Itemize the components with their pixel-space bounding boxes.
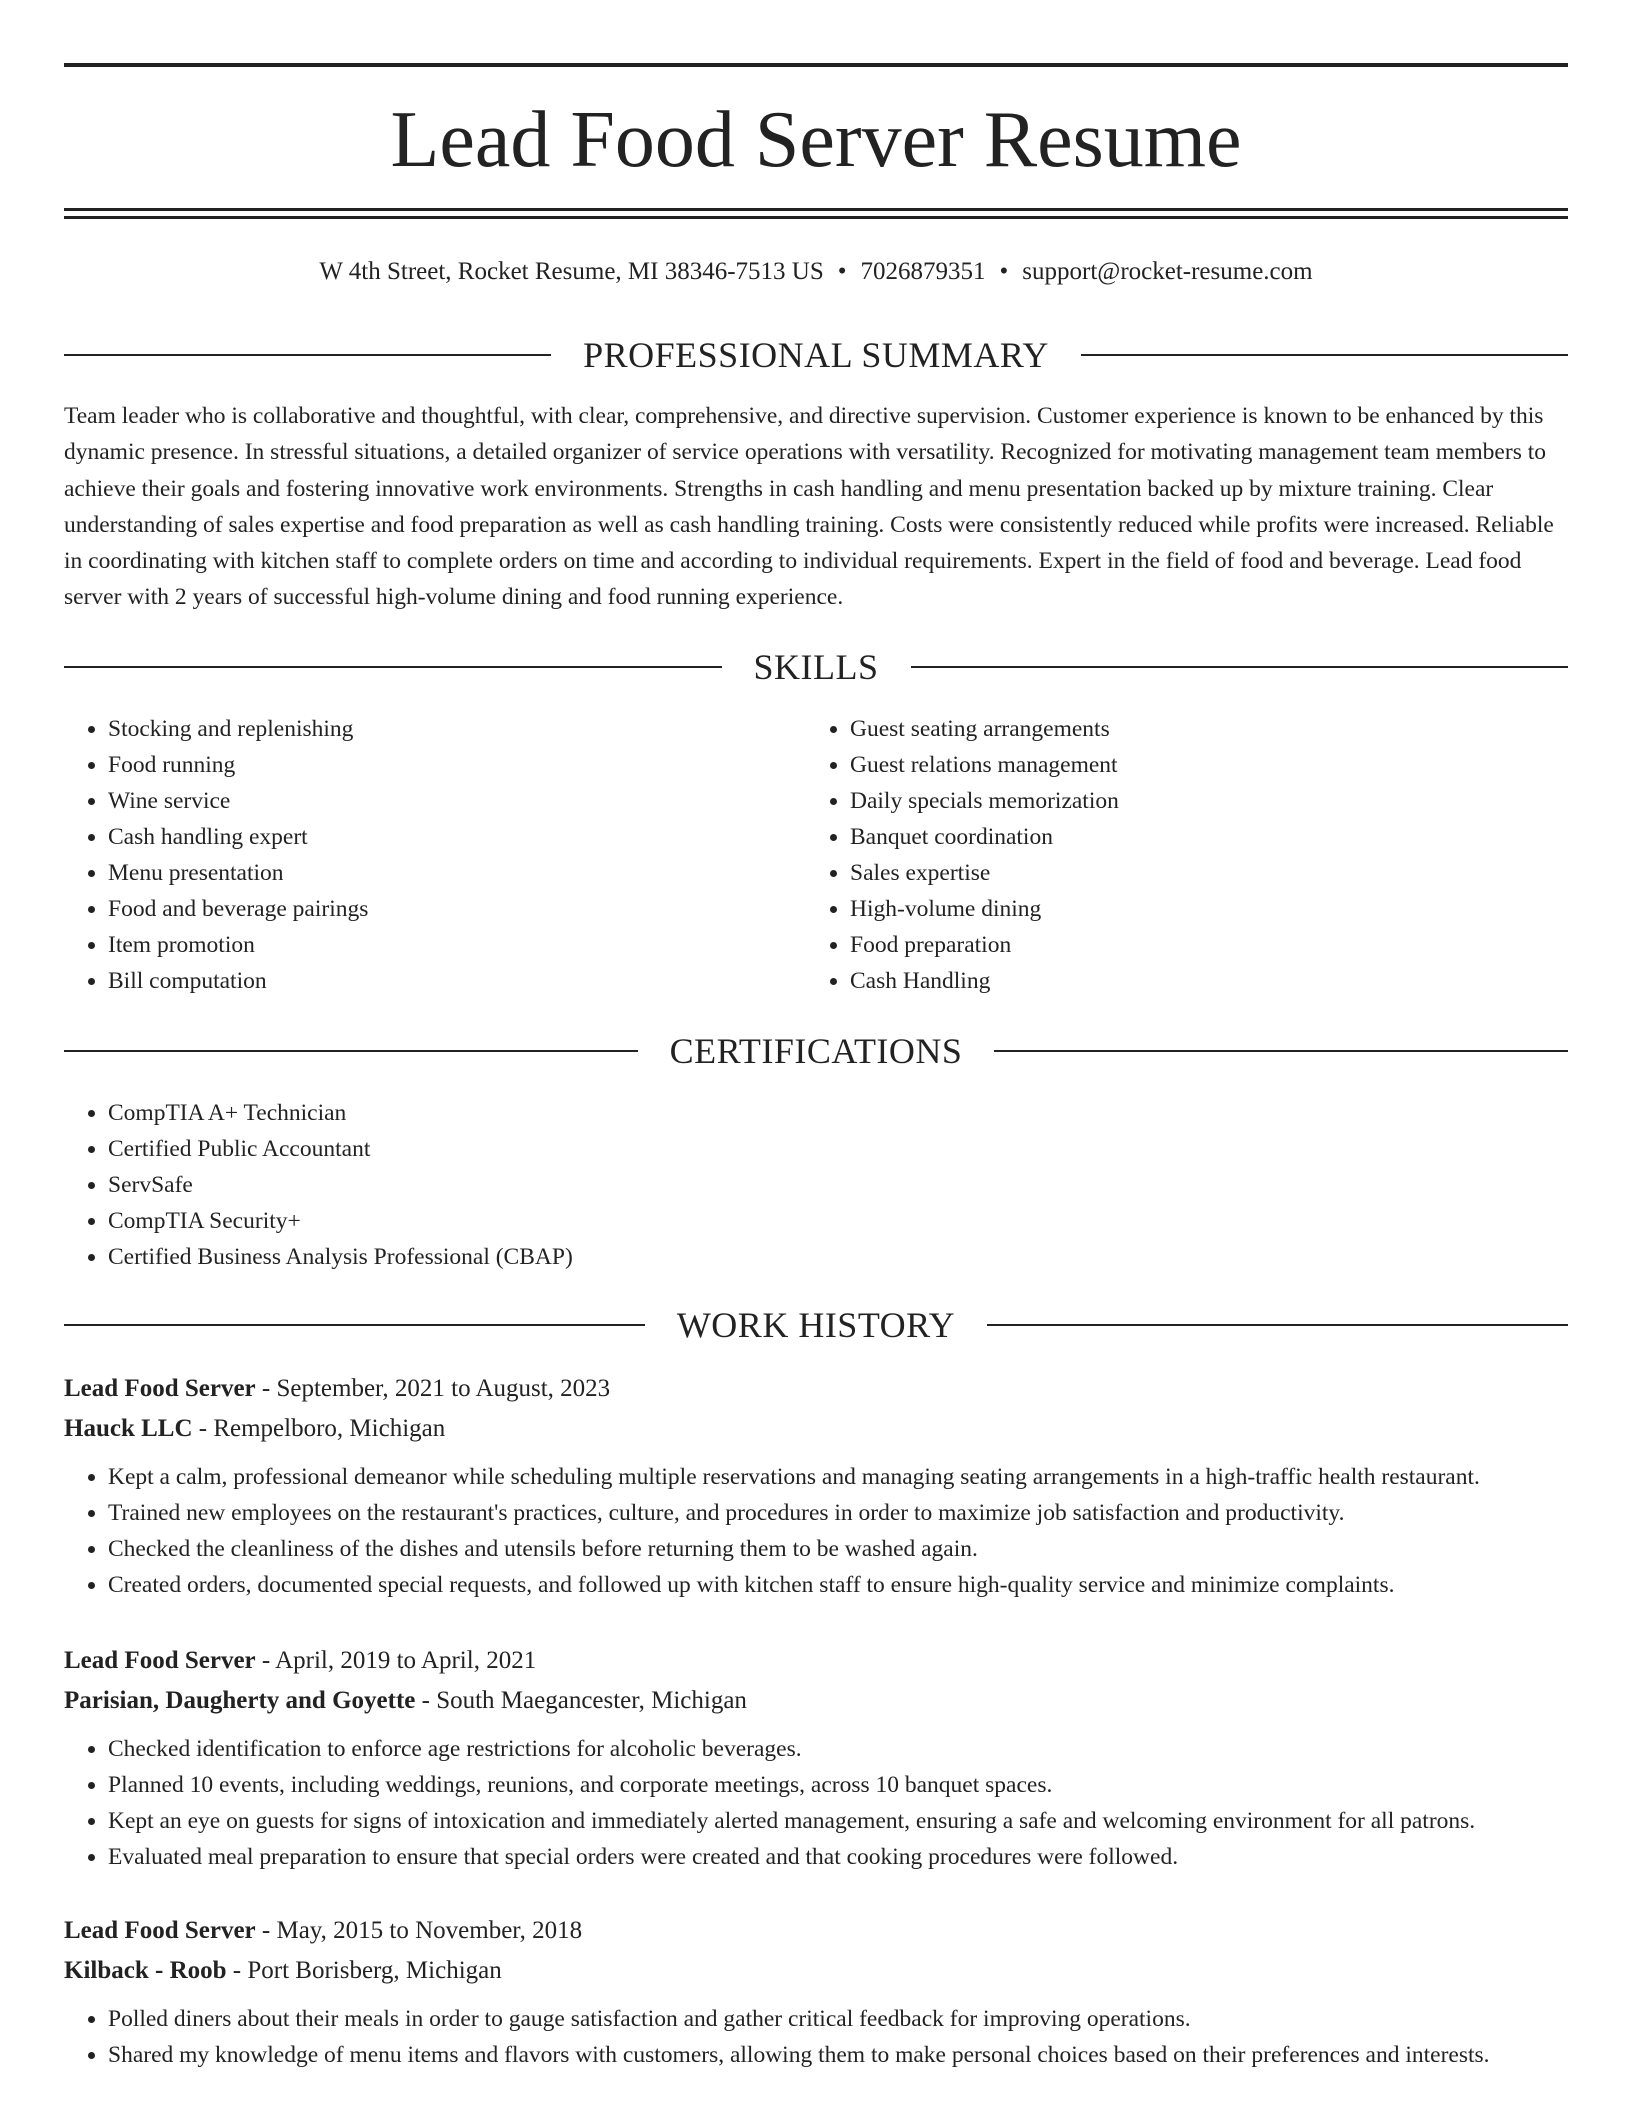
job-location: - Rempelboro, Michigan — [192, 1415, 446, 1442]
job-duty: • Kept a calm, professional demeanor while scheduling multiple reservations and managing seating arrangements in a high-traffic health restaurant. — [108, 1459, 1568, 1495]
certification-item: • Certified Public Accountant — [108, 1131, 1064, 1167]
job-duty: • Shared my knowledge of menu items and flavors with customers, allowing them to make personal choices based on their preferences and interests. — [108, 2037, 1568, 2073]
job-title: Lead Food Server — [64, 1375, 256, 1402]
job-company: Parisian, Daugherty and Goyette — [64, 1687, 416, 1714]
certifications-heading — [64, 1029, 1568, 1073]
skill-item: • High-volume dining — [850, 891, 1506, 927]
skills-list-right — [806, 711, 1506, 999]
heading-rule-left — [64, 354, 551, 356]
job-duties — [64, 1459, 1568, 1603]
job-company: Hauck LLC — [64, 1415, 193, 1442]
certifications-block — [64, 1095, 1064, 1275]
job-title-line — [64, 1911, 1568, 1951]
skills-heading — [64, 645, 1568, 689]
job-entry — [64, 1369, 1568, 1603]
skills-heading-label: SKILLS — [753, 647, 879, 687]
job-duty: • Created orders, documented special requests, and followed up with kitchen staff to ensure high-quality service and minimize complaints. — [108, 1567, 1568, 1603]
work-history-heading — [64, 1303, 1568, 1347]
job-duties — [64, 1731, 1568, 1875]
job-title: Lead Food Server — [64, 1917, 256, 1944]
skill-item: • Sales expertise — [850, 855, 1506, 891]
certification-item: • CompTIA A+ Technician — [108, 1095, 1064, 1131]
skill-item: • Item promotion — [108, 927, 764, 963]
contact-line — [64, 256, 1568, 288]
skill-item: • Stocking and replenishing — [108, 711, 764, 747]
contact-address: W 4th Street, Rocket Resume, MI 38346-7513 US — [319, 258, 824, 285]
heading-rule-left — [64, 1324, 645, 1326]
skill-item: • Daily specials memorization — [850, 783, 1506, 819]
skill-item: • Food and beverage pairings — [108, 891, 764, 927]
skill-item: • Guest seating arrangements — [850, 711, 1506, 747]
contact-separator: • — [999, 258, 1009, 285]
skill-item: • Cash Handling — [850, 963, 1506, 999]
title-rule-upper — [64, 208, 1568, 211]
job-duty: • Kept an eye on guests for signs of intoxication and immediately alerted management, ensuring a safe and welcoming environment for all patrons. — [108, 1803, 1568, 1839]
job-location: - Port Borisberg, Michigan — [226, 1957, 502, 1984]
job-location: - South Maegancester, Michigan — [415, 1687, 747, 1714]
contact-email: support@rocket-resume.com — [1022, 258, 1313, 285]
job-company-line — [64, 1409, 1568, 1449]
skill-item: • Food running — [108, 747, 764, 783]
heading-rule-right — [987, 1324, 1568, 1326]
job-title-line — [64, 1641, 1568, 1681]
heading-rule-left — [64, 666, 722, 668]
contact-phone: 7026879351 — [860, 258, 986, 285]
job-dates: - September, 2021 to August, 2023 — [255, 1375, 611, 1402]
heading-rule-right — [1081, 354, 1568, 356]
summary-heading — [64, 333, 1568, 377]
skill-item: • Bill computation — [108, 963, 764, 999]
certification-item: • Certified Business Analysis Professional (CBAP) — [108, 1239, 1064, 1275]
heading-rule-right — [911, 666, 1569, 668]
job-duty: • Evaluated meal preparation to ensure that special orders were created and that cooking procedures were followed. — [108, 1839, 1568, 1875]
summary-heading-label: PROFESSIONAL SUMMARY — [583, 335, 1049, 375]
job-entry — [64, 1911, 1568, 2073]
skills-column-right — [806, 711, 1506, 999]
contact-separator: • — [837, 258, 847, 285]
job-dates: - May, 2015 to November, 2018 — [255, 1917, 583, 1944]
job-title: Lead Food Server — [64, 1647, 256, 1674]
job-duty: • Planned 10 events, including weddings, reunions, and corporate meetings, across 10 banquet spaces. — [108, 1767, 1568, 1803]
job-duty: • Polled diners about their meals in order to gauge satisfaction and gather critical feedback for improving operations. — [108, 2001, 1568, 2037]
work-history-heading-label: WORK HISTORY — [676, 1305, 956, 1345]
skill-item: • Cash handling expert — [108, 819, 764, 855]
title-rule-lower — [64, 216, 1568, 219]
certifications-heading-label: CERTIFICATIONS — [669, 1031, 963, 1071]
certification-item: • ServSafe — [108, 1167, 1064, 1203]
job-dates: - April, 2019 to April, 2021 — [255, 1647, 537, 1674]
skill-item: • Food preparation — [850, 927, 1506, 963]
summary-text: Team leader who is collaborative and thoughtful, with clear, comprehensive, and directive supervision. Customer experience is known to be enhanced by this dynamic presence. In stressful situations, a detailed organizer of service operations with versatility. Recognized for motivating management team members to achieve their goals and fostering innovative work environments. Strengths in cash handling and menu presentation backed up by mixture training. Clear understanding of sales expertise and food preparation as well as cash handling training. Costs were consistently reduced while profits were increased. Reliable in coordinating with kitchen staff to complete orders on time and according to individual requirements. Expert in the field of food and beverage. Lead food server with 2 years of successful high-volume dining and food running experience. — [64, 403, 1554, 611]
job-company: Kilback - Roob — [64, 1957, 227, 1984]
certifications-list — [64, 1095, 1064, 1275]
skills-column-left — [64, 711, 764, 999]
skills-list-left — [64, 711, 764, 999]
job-duties — [64, 2001, 1568, 2073]
job-company-line — [64, 1681, 1568, 1721]
job-entry — [64, 1641, 1568, 1875]
resume-title: Lead Food Server Resume — [390, 96, 1242, 184]
skill-item: • Menu presentation — [108, 855, 764, 891]
job-company-line — [64, 1951, 1568, 1991]
job-duty: • Trained new employees on the restaurant's practices, culture, and procedures in order to maximize job satisfaction and productivity. — [108, 1495, 1568, 1531]
skill-item: • Wine service — [108, 783, 764, 819]
job-duty: • Checked identification to enforce age restrictions for alcoholic beverages. — [108, 1731, 1568, 1767]
certification-item: • CompTIA Security+ — [108, 1203, 1064, 1239]
heading-rule-right — [994, 1050, 1568, 1052]
heading-rule-left — [64, 1050, 638, 1052]
skill-item: • Guest relations management — [850, 747, 1506, 783]
job-title-line — [64, 1369, 1568, 1409]
top-rule — [64, 63, 1568, 67]
skill-item: • Banquet coordination — [850, 819, 1506, 855]
job-duty: • Checked the cleanliness of the dishes and utensils before returning them to be washed again. — [108, 1531, 1568, 1567]
